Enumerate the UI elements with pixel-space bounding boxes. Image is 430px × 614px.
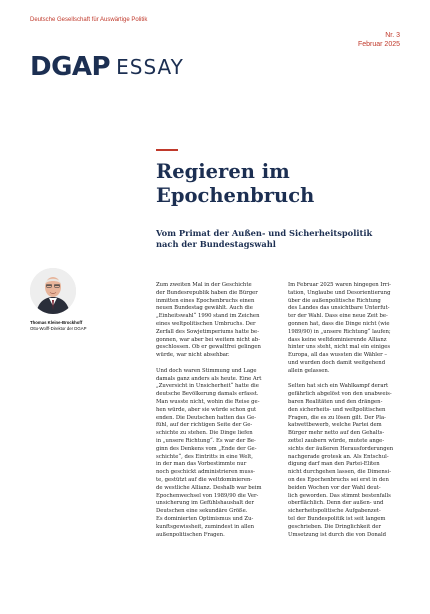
text-line: enden. Die Deutschen hatten das Ge- — [156, 414, 257, 421]
text-line: Bürger mehr netto auf den Gehalts- — [288, 430, 385, 437]
text-line: Fragen, die es zu lösen gilt. Der Pla- — [288, 414, 386, 421]
text-line: digung darf man den Partei-Eliten — [288, 461, 380, 468]
author-name: Thomas Kleine-Brockhoff — [30, 320, 83, 325]
text-line: inmitten eines Epochenbruchs einen — [156, 297, 255, 304]
article-title — [156, 160, 406, 208]
text-line: Im Februar 2025 waren hingegen Irri- — [288, 282, 391, 288]
text-line: über die außenpolitische Richtung — [288, 297, 381, 304]
text-line: de westliche Allianz. Deshalb war beim — [156, 484, 262, 491]
text-line: schichte zu stehen. Die Dinge liefen — [156, 430, 253, 437]
text-line: zettel zaubern würde, mutete ange- — [288, 437, 385, 444]
text-line: lich geworden. Das stimmt bestenfalls — [288, 492, 391, 499]
paragraph — [288, 383, 406, 539]
text-line: geschlossen. Ob er gewaltfrei gelingen — [156, 344, 261, 351]
text-line: Zum zweiten Mal in der Geschichte — [156, 282, 252, 288]
text-line: den sicherheits- und weltpolitischen — [288, 406, 386, 413]
text-line: des Landes das unsichtbare Unterfut- — [288, 305, 390, 312]
text-line: sichts der äußeren Herausforderungen — [288, 445, 394, 452]
text-line: ter der Wahl. Dass eine neue Zeit be- — [288, 313, 388, 320]
text-line: eines weltpolitischen Umbruchs. Der — [156, 320, 256, 327]
text-line: und wurden doch damit weitgehend — [288, 359, 386, 366]
text-line: Umsetzung ist durch die von Donald — [288, 531, 387, 538]
issue-number: Nr. 3 — [385, 32, 400, 39]
author-portrait — [30, 268, 76, 314]
text-line: dass keine weltdominierende Allianz — [288, 336, 387, 343]
text-line: ginn des Denkens vom „Ende der Ge- — [156, 445, 257, 452]
text-line: gonnen, war aber bei weitem nicht ab- — [156, 336, 260, 343]
subtitle-line-1: Vom Primat der Außen- und Sicherheitspolitik — [156, 228, 373, 238]
title-accent-rule — [156, 149, 178, 151]
text-line: Selten hat sich ein Wahlkampf derart — [288, 383, 389, 390]
text-line: on des Epochenbruchs sei erst in den — [288, 476, 389, 483]
text-line: schichte“, des Eintritts in eine Welt, — [156, 453, 253, 460]
text-line: würde, war nicht absehbar. — [156, 352, 230, 359]
text-line: te, gestützt auf die weltdominieren- — [156, 476, 253, 483]
text-line: außenpolitischen Fragen. — [156, 531, 225, 538]
text-line: hen würde, aber sie würde schon gut — [156, 406, 257, 413]
text-line: tel der Bundespolitik ist seit langem — [288, 515, 386, 522]
text-line: katwettbewerb, welche Partei dem — [288, 422, 382, 429]
text-line: Europa, all das wussten die Wähler – — [288, 352, 387, 359]
text-line: Zerfall des Sowjetimperiums hatte be- — [156, 328, 259, 335]
organization-name: Deutsche Gesellschaft für Auswärtige Politik — [30, 17, 148, 23]
article-subtitle — [156, 228, 406, 250]
issue-info — [358, 31, 400, 49]
text-line: baren Realitäten und den drängen- — [288, 398, 383, 405]
text-line: deutsche Bevölkerung damals erfasst. — [156, 391, 259, 398]
text-line: nicht durchgehen lassen, die Dimensi- — [288, 469, 391, 476]
text-line: kunftsgewissheit, zumindest in allen — [156, 523, 255, 530]
text-line: damals ganz anders als heute. Eine Art — [156, 375, 262, 382]
text-line: Es dominierten Optimismus und Zu- — [156, 515, 254, 522]
title-line-1: Regieren im — [156, 160, 290, 183]
text-line: nachgerade grotesk an. Als Entschul- — [288, 453, 389, 460]
text-line: tation, Unglaube und Desorientierung — [288, 289, 391, 296]
text-line: 1989/90) in „unsere Richtung“ laufen; — [288, 328, 391, 335]
paragraph — [288, 282, 406, 376]
text-line: hinter uns steht, nicht mal ein einiges — [288, 344, 391, 351]
text-line: neuen Bundestag gewählt. Auch die — [156, 305, 253, 312]
body-column-left — [156, 282, 274, 547]
subtitle-line-2: nach der Bundestagswahl — [156, 239, 276, 249]
author-caption — [30, 320, 150, 331]
body-column-right — [288, 282, 406, 547]
text-line: der Bundesrepublik haben die Bürger — [156, 289, 258, 296]
text-line: gonnen hat, dass die Dinge nicht (wie — [288, 320, 390, 327]
text-line: beiden Wochen vor der Wahl deut- — [288, 484, 381, 491]
text-line: Deutschen eine sekundäre Größe. — [156, 508, 248, 515]
text-line: Und doch waren Stimmung und Lage — [156, 367, 257, 374]
text-line: gefährlich abgelöst von den unabweis- — [288, 391, 392, 398]
text-line: geschrieben. Die Dringlichkeit der — [288, 523, 381, 530]
text-line: fühl, auf der richtigen Seite der Ge- — [156, 422, 253, 429]
text-line: allein gelassen. — [288, 367, 330, 374]
text-line: sicherheitspolitische Aufgabenzet- — [288, 508, 381, 515]
logo-dgap: DGAP — [30, 52, 111, 82]
text-line: in der man das Vorbestimmte nur — [156, 461, 247, 468]
text-line: unsicherung im Gefühlshaushalt der — [156, 500, 254, 507]
text-line: oberflächlich. Denn der außen- und — [288, 500, 384, 507]
text-line: „Zuversicht in Unsicherheit“ hatte die — [156, 383, 259, 390]
text-line: Epochenwechsel von 1989/90 die Ver- — [156, 492, 259, 499]
text-line: Man wusste nicht, wohin die Reise ge- — [156, 398, 260, 405]
title-line-2: Epochenbruch — [156, 184, 315, 207]
paragraph — [156, 368, 274, 540]
dgap-essay-logo — [30, 52, 184, 82]
text-line: „Einheitswahl“ 1990 stand im Zeichen — [156, 313, 260, 320]
author-role: Otto-Wolff-Direktor der DGAP — [30, 325, 87, 331]
issue-date: Februar 2025 — [357, 41, 400, 48]
paragraph — [156, 282, 274, 360]
logo-essay: ESSAY — [116, 55, 184, 79]
text-line: noch geschickt administrieren muss- — [156, 469, 255, 476]
text-line: in „unsere Richtung“. Es war der Be- — [156, 437, 256, 444]
